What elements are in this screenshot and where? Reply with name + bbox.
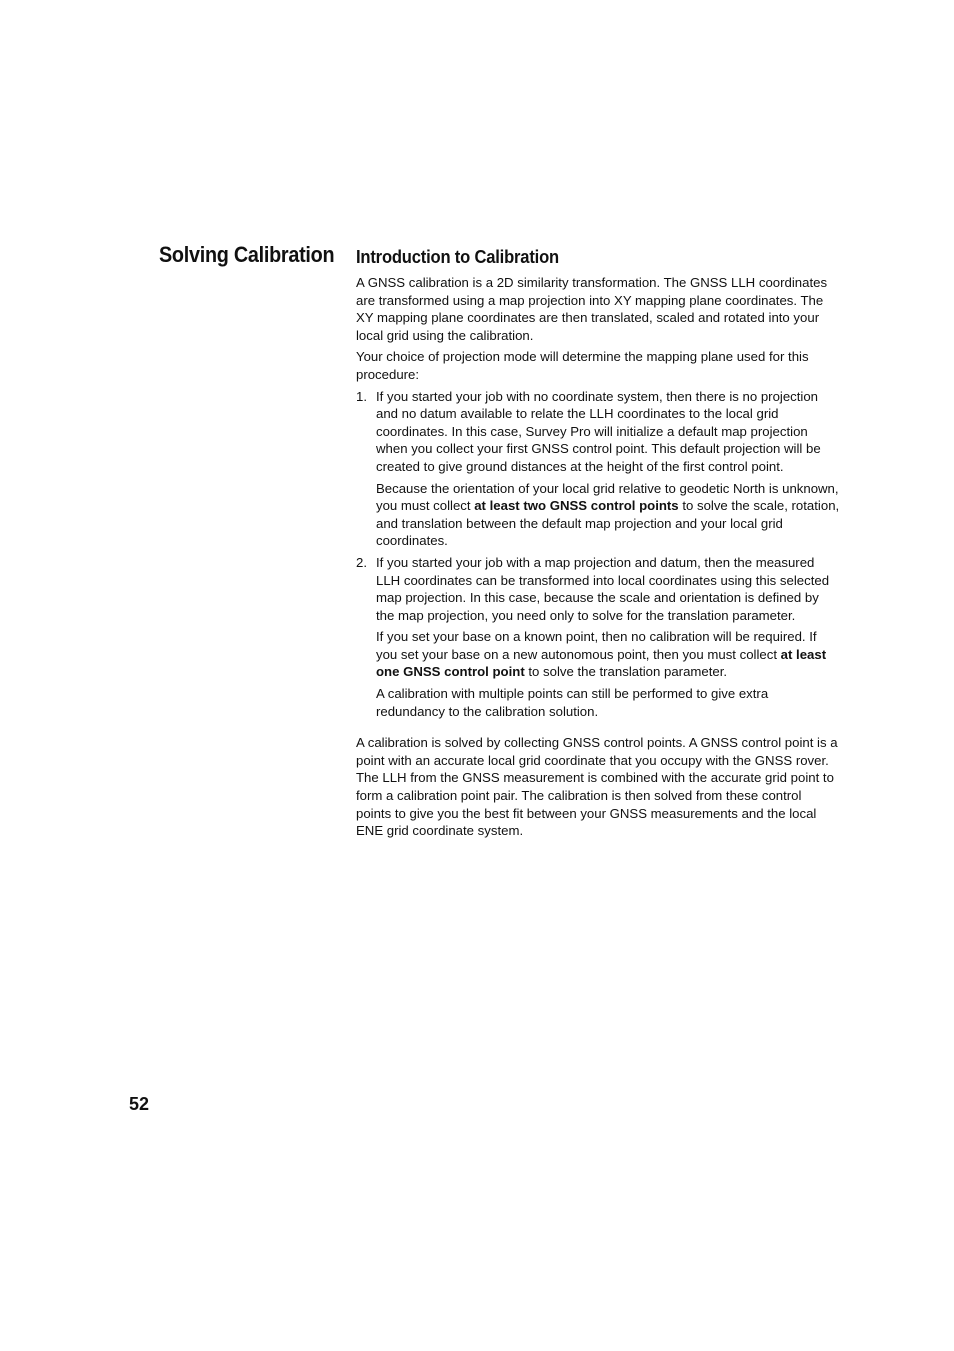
list-item-text: If you started your job with no coordinate system, then there is no projection and no datum available to relate the LLH coordinates to the local grid coordinates. In this case, Survey Pro will initialize a default map projection when you collect your first GNSS control point. This default projection will be created to give ground distances at the height of the first control point. [376, 388, 821, 474]
projection-paragraph: Your choice of projection mode will determine the mapping plane used for this procedure: [356, 349, 809, 382]
emphasis: at least two GNSS control points [474, 498, 679, 514]
list-item-subparagraph: Because the orientation of your local grid relative to geodetic North is unknown, you must collect at least two GNSS control points to solve the scale, rotation, and translation between the default map projection and your local grid coordinates. [376, 480, 840, 549]
list-item-extra: A calibration with multiple points can still be performed to give extra redundancy to the calibration solution. [376, 686, 769, 719]
emphasis: at least one GNSS control point [376, 646, 827, 680]
list-item [356, 554, 840, 720]
section-title: Solving Calibration [159, 242, 335, 267]
page-number: 52 [129, 1094, 150, 1114]
main-content [356, 247, 840, 844]
list-item [356, 388, 840, 550]
list-item-number: 1. [356, 388, 367, 404]
list-item-subparagraph: If you set your base on a known point, then no calibration will be required. If you set your base on a new autonomous point, then you must collect at least one GNSS control point to solve the translation parameter. [376, 629, 827, 680]
list-item-text: If you started your job with a map projection and datum, then the measured LLH coordinates can be transformed into local coordinates using this selected map projection. In this case, because the scale and orientation is defined by the map projection, you need only to solve for the translation parameter. [376, 554, 830, 623]
intro-paragraph: A GNSS calibration is a 2D similarity transformation. The GNSS LLH coordinates are transformed using a map projection into XY mapping plane coordinates. The XY mapping plane coordinates are then translated, scaled and rotated into your local grid using the calibration. [356, 275, 828, 343]
subheading: Introduction to Calibration [356, 247, 559, 267]
closing-paragraph: A calibration is solved by collecting GNSS control points. A GNSS control point is a point with an accurate local grid coordinate that you occupy with the GNSS rover. The LLH from the GNSS measurement is combined with the accurate grid point to form a calibration point pair. The calibration is then solved from these control points to give you the best fit between your GNSS measurements and the local ENE grid coordinate system. [356, 735, 838, 839]
list-item-number: 2. [356, 554, 367, 570]
procedure-list [356, 388, 840, 721]
